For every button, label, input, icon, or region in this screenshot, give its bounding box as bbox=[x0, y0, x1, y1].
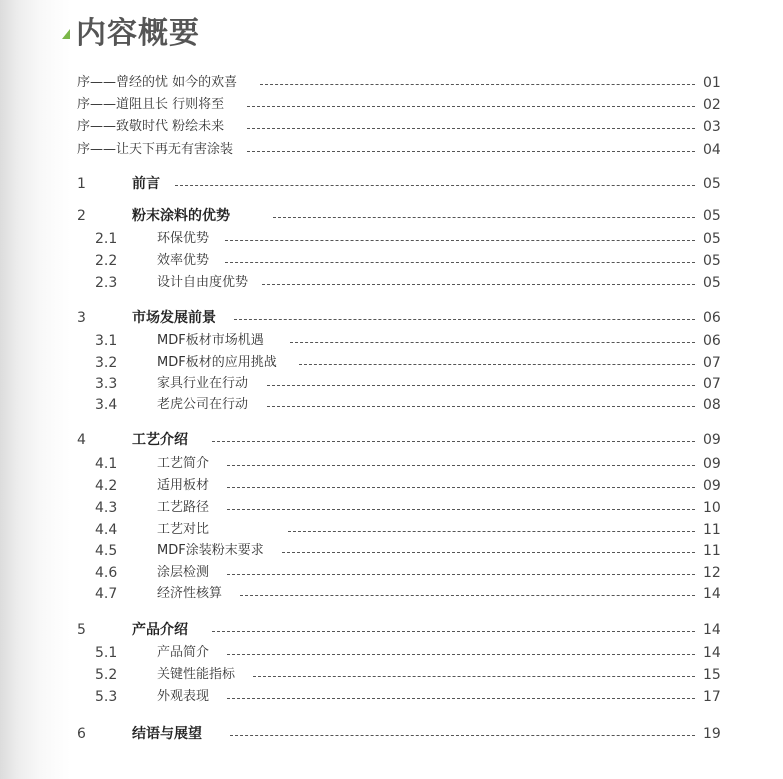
toc-row[interactable] bbox=[0, 394, 783, 416]
toc-page-number: 07 bbox=[703, 355, 721, 371]
toc-row[interactable] bbox=[0, 540, 783, 562]
toc-section-number: 3.4 bbox=[95, 397, 118, 413]
toc-entry-label: 适用板材 bbox=[157, 478, 210, 493]
toc-dotted-leader bbox=[260, 84, 695, 85]
toc-row[interactable] bbox=[0, 228, 783, 250]
toc-dotted-leader bbox=[290, 342, 695, 343]
toc-entry-label: 关键性能指标 bbox=[157, 667, 236, 682]
toc-page-number: 12 bbox=[703, 565, 721, 581]
toc-dotted-leader bbox=[227, 465, 695, 466]
toc-row[interactable] bbox=[0, 250, 783, 272]
toc-dotted-leader bbox=[262, 284, 695, 285]
toc-page-number: 17 bbox=[703, 689, 721, 705]
toc-page-number: 04 bbox=[703, 142, 721, 158]
toc-page-number: 06 bbox=[703, 333, 721, 349]
toc-section-number: 3.2 bbox=[95, 355, 118, 371]
toc-dotted-leader bbox=[227, 509, 695, 510]
toc-page-number: 09 bbox=[703, 478, 721, 494]
toc-page-number: 02 bbox=[703, 97, 721, 113]
toc-section-number: 6 bbox=[77, 726, 86, 742]
toc-entry-label: 序——让天下再无有害涂装 bbox=[77, 142, 234, 157]
toc-dotted-leader bbox=[234, 319, 695, 320]
toc-section-number: 4.5 bbox=[95, 543, 118, 559]
toc-dotted-leader bbox=[225, 262, 695, 263]
toc-section-number: 4.3 bbox=[95, 500, 118, 516]
toc-page-number: 11 bbox=[703, 522, 721, 538]
page-title: 内容概要 bbox=[76, 16, 200, 51]
toc-dotted-leader bbox=[175, 185, 695, 186]
toc-entry-label: 产品简介 bbox=[157, 645, 210, 660]
toc-entry-label: 市场发展前景 bbox=[132, 310, 216, 326]
toc-section-number: 4.6 bbox=[95, 565, 118, 581]
toc-page-number: 03 bbox=[703, 119, 721, 135]
toc-dotted-leader bbox=[247, 106, 695, 107]
toc-entry-label: MDF涂装粉末要求 bbox=[157, 543, 264, 558]
toc-row[interactable] bbox=[0, 116, 783, 138]
toc-entry-label: 工艺介绍 bbox=[132, 432, 188, 448]
toc-entry-label: 工艺简介 bbox=[157, 456, 210, 471]
toc-page-number: 05 bbox=[703, 275, 721, 291]
toc-section-number: 2.3 bbox=[95, 275, 118, 291]
toc-row[interactable] bbox=[0, 307, 783, 329]
toc-row[interactable] bbox=[0, 272, 783, 294]
toc-section-number: 3 bbox=[77, 310, 86, 326]
toc-row[interactable] bbox=[0, 173, 783, 195]
toc-row[interactable] bbox=[0, 373, 783, 395]
toc-section-number: 4.2 bbox=[95, 478, 118, 494]
toc-row[interactable] bbox=[0, 497, 783, 519]
toc-entry-label: 效率优势 bbox=[157, 253, 210, 268]
toc-row[interactable] bbox=[0, 664, 783, 686]
toc-entry-label: 环保优势 bbox=[157, 231, 210, 246]
toc-page-number: 05 bbox=[703, 231, 721, 247]
toc-section-number: 5.2 bbox=[95, 667, 118, 683]
toc-row[interactable] bbox=[0, 139, 783, 161]
toc-page-number: 08 bbox=[703, 397, 721, 413]
toc-section-number: 4.1 bbox=[95, 456, 118, 472]
toc-row[interactable] bbox=[0, 94, 783, 116]
toc-row[interactable] bbox=[0, 330, 783, 352]
toc-row[interactable] bbox=[0, 583, 783, 605]
toc-row[interactable] bbox=[0, 723, 783, 745]
toc-page-number: 09 bbox=[703, 432, 721, 448]
toc-page-number: 15 bbox=[703, 667, 721, 683]
toc-page-number: 11 bbox=[703, 543, 721, 559]
toc-page-number: 05 bbox=[703, 208, 721, 224]
toc-row[interactable] bbox=[0, 619, 783, 641]
toc-dotted-leader bbox=[225, 240, 695, 241]
toc-entry-label: 家具行业在行动 bbox=[157, 376, 249, 391]
toc-row[interactable] bbox=[0, 205, 783, 227]
toc-dotted-leader bbox=[212, 441, 695, 442]
toc-page-number: 05 bbox=[703, 253, 721, 269]
toc-row[interactable] bbox=[0, 72, 783, 94]
toc-row[interactable] bbox=[0, 429, 783, 451]
toc-section-number: 4.7 bbox=[95, 586, 118, 602]
toc-page-number: 06 bbox=[703, 310, 721, 326]
toc-entry-label: 粉末涂料的优势 bbox=[132, 208, 230, 224]
toc-row[interactable] bbox=[0, 562, 783, 584]
toc-dotted-leader bbox=[267, 385, 695, 386]
toc-section-number: 5.3 bbox=[95, 689, 118, 705]
toc-entry-label: 外观表现 bbox=[157, 689, 210, 704]
toc-row[interactable] bbox=[0, 475, 783, 497]
toc-entry-label: 序——曾经的忧 如今的欢喜 bbox=[77, 75, 238, 90]
toc-entry-label: MDF板材市场机遇 bbox=[157, 333, 264, 348]
toc-section-number: 2.1 bbox=[95, 231, 118, 247]
toc-section-number: 1 bbox=[77, 176, 86, 192]
toc-section-number: 5 bbox=[77, 622, 86, 638]
toc-section-number: 4.4 bbox=[95, 522, 118, 538]
toc-dotted-leader bbox=[240, 595, 695, 596]
toc-page-number: 14 bbox=[703, 645, 721, 661]
toc-row[interactable] bbox=[0, 642, 783, 664]
toc-dotted-leader bbox=[227, 654, 695, 655]
toc-entry-label: 涂层检测 bbox=[157, 565, 210, 580]
toc-entry-label: 经济性核算 bbox=[157, 586, 223, 601]
toc-page-number: 05 bbox=[703, 176, 721, 192]
toc-section-number: 2 bbox=[77, 208, 86, 224]
toc-dotted-leader bbox=[247, 151, 695, 152]
toc-section-number: 5.1 bbox=[95, 645, 118, 661]
toc-dotted-leader bbox=[227, 698, 695, 699]
toc-section-number: 4 bbox=[77, 432, 86, 448]
toc-row[interactable] bbox=[0, 519, 783, 541]
toc-dotted-leader bbox=[227, 487, 695, 488]
toc-dotted-leader bbox=[288, 531, 695, 532]
toc-entry-label: 序——道阻且长 行则将至 bbox=[77, 97, 225, 112]
toc-page-number: 10 bbox=[703, 500, 721, 516]
toc-dotted-leader bbox=[247, 128, 695, 129]
toc-dotted-leader bbox=[273, 217, 695, 218]
toc-row[interactable] bbox=[0, 686, 783, 708]
toc-page-number: 07 bbox=[703, 376, 721, 392]
toc-dotted-leader bbox=[230, 735, 695, 736]
toc-entry-label: 产品介绍 bbox=[132, 622, 188, 638]
toc-section-number: 3.1 bbox=[95, 333, 118, 349]
toc-entry-label: 工艺对比 bbox=[157, 522, 210, 537]
toc-entry-label: 序——致敬时代 粉绘未来 bbox=[77, 119, 225, 134]
toc-entry-label: 前言 bbox=[132, 176, 160, 192]
toc-dotted-leader bbox=[253, 676, 695, 677]
toc-dotted-leader bbox=[299, 364, 695, 365]
toc-page-number: 14 bbox=[703, 586, 721, 602]
toc-dotted-leader bbox=[267, 406, 695, 407]
toc-entry-label: 老虎公司在行动 bbox=[157, 397, 249, 412]
toc-dotted-leader bbox=[282, 552, 695, 553]
toc-entry-label: 结语与展望 bbox=[132, 726, 202, 742]
toc-page-number: 09 bbox=[703, 456, 721, 472]
toc-section-number: 2.2 bbox=[95, 253, 118, 269]
toc-page-number: 01 bbox=[703, 75, 721, 91]
toc-dotted-leader bbox=[227, 574, 695, 575]
toc-entry-label: 设计自由度优势 bbox=[157, 275, 249, 290]
toc-entry-label: 工艺路径 bbox=[157, 500, 210, 515]
toc-section-number: 3.3 bbox=[95, 376, 118, 392]
toc-page-number: 14 bbox=[703, 622, 721, 638]
toc-dotted-leader bbox=[212, 631, 695, 632]
toc-page-number: 19 bbox=[703, 726, 721, 742]
toc-entry-label: MDF板材的应用挑战 bbox=[157, 355, 277, 370]
toc-row[interactable] bbox=[0, 453, 783, 475]
toc-row[interactable] bbox=[0, 352, 783, 374]
